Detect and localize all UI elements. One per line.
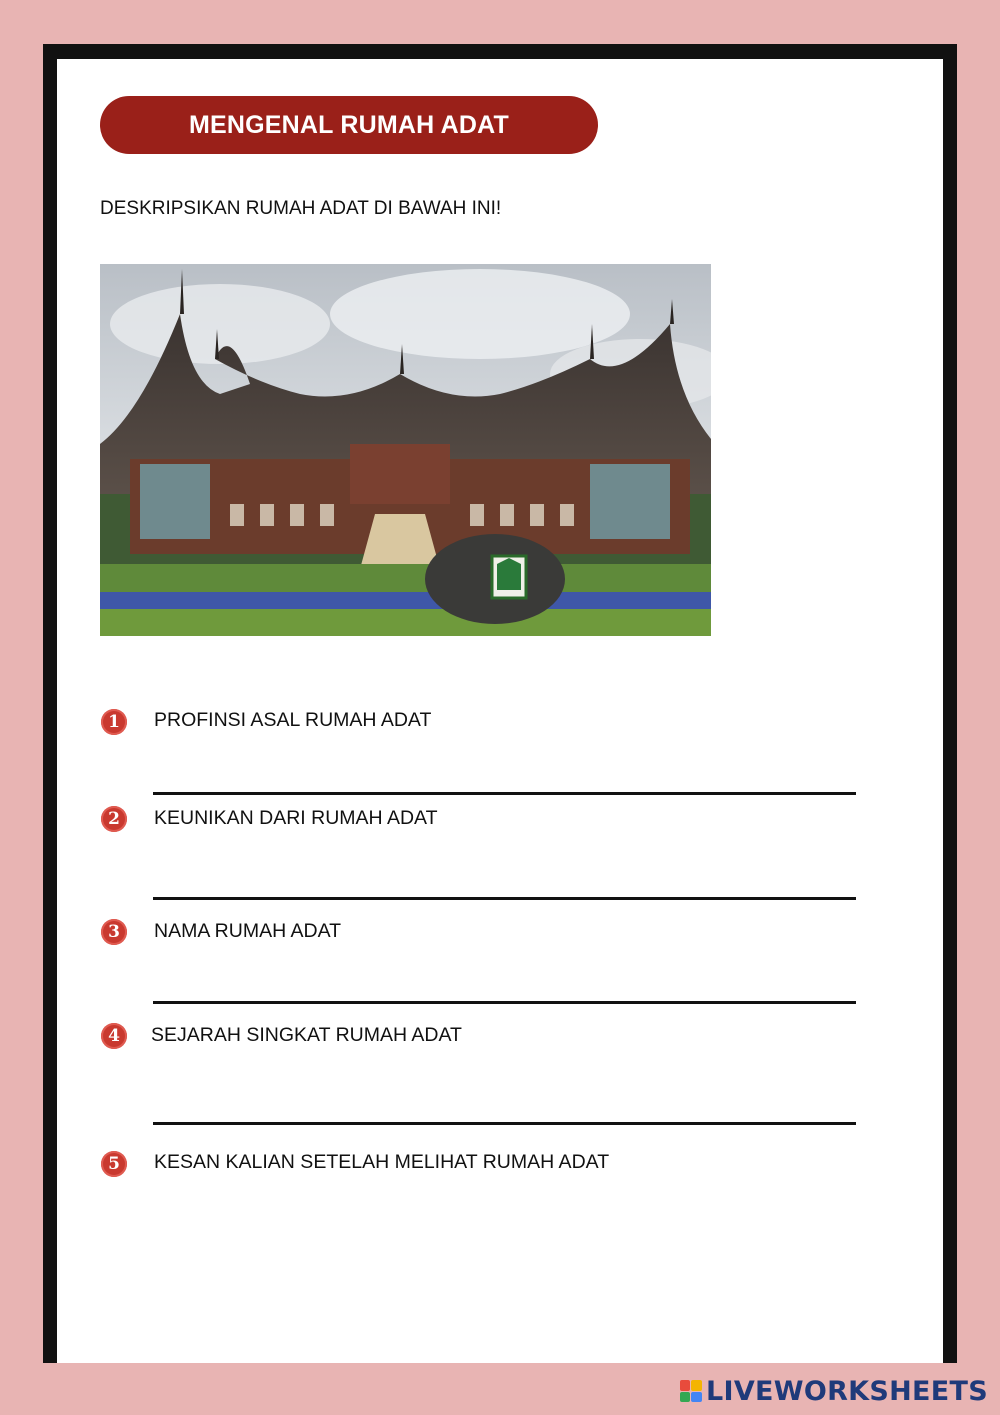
question-4-number-icon: 4 bbox=[101, 1023, 127, 1049]
answer-line-4[interactable] bbox=[153, 1122, 856, 1125]
question-3-number-icon: 3 bbox=[101, 919, 127, 945]
liveworksheets-brand[interactable] bbox=[680, 1374, 988, 1408]
page-title bbox=[100, 96, 598, 154]
answer-line-3[interactable] bbox=[153, 1001, 856, 1004]
answer-line-2[interactable] bbox=[153, 897, 856, 900]
instruction-text: DESKRIPSIKAN RUMAH ADAT DI BAWAH INI! bbox=[100, 198, 502, 219]
page-title-text: MENGENAL RUMAH ADAT bbox=[189, 110, 509, 139]
answer-line-1[interactable] bbox=[153, 792, 856, 795]
brand-name: LIVEWORKSHEETS bbox=[705, 1375, 988, 1407]
question-1-number-icon: 1 bbox=[101, 709, 127, 735]
question-3-text: NAMA RUMAH ADAT bbox=[154, 920, 342, 942]
question-5-text: KESAN KALIAN SETELAH MELIHAT RUMAH ADAT bbox=[154, 1151, 610, 1173]
question-2-text: KEUNIKAN DARI RUMAH ADAT bbox=[154, 807, 438, 829]
question-1-text: PROFINSI ASAL RUMAH ADAT bbox=[154, 709, 432, 731]
rumah-adat-photo bbox=[100, 264, 711, 636]
question-5-number-icon: 5 bbox=[101, 1151, 127, 1177]
question-4-text: SEJARAH SINGKAT RUMAH ADAT bbox=[151, 1024, 462, 1046]
liveworksheets-logo-icon bbox=[680, 1380, 702, 1402]
question-2-number-icon: 2 bbox=[101, 806, 127, 832]
